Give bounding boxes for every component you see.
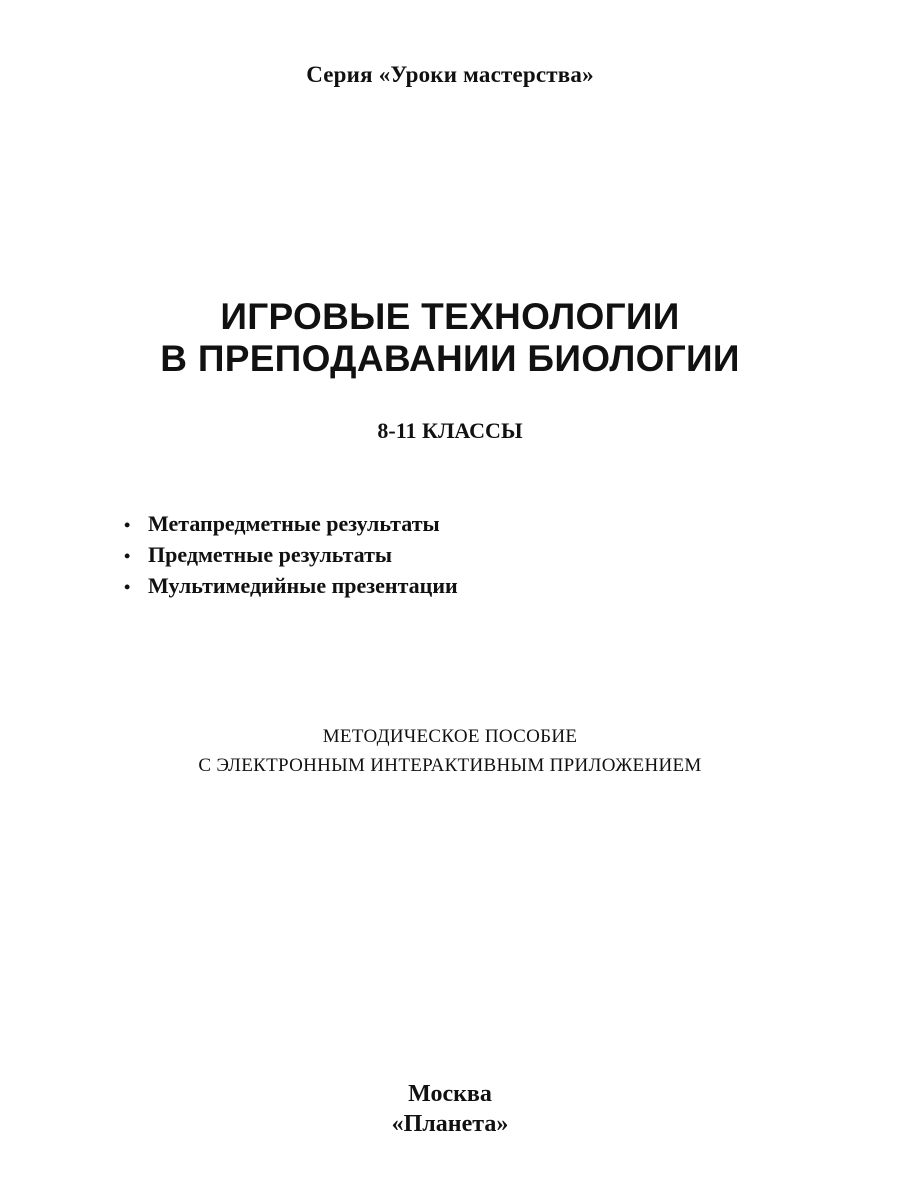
feature-list [124,508,458,601]
publication-genre [0,722,900,780]
feature-label: Мультимедийные презентации [148,573,458,598]
bullet-icon: • [124,546,131,566]
list-item [124,539,458,570]
grade-range: 8-11 КЛАССЫ [377,418,523,443]
feature-label: Метапредметные результаты [148,511,440,536]
list-item [124,508,458,539]
bullet-icon: • [124,577,131,597]
genre-line-1: МЕТОДИЧЕСКОЕ ПОСОБИЕ [322,726,578,747]
series-name: Серия «Уроки мастерства» [306,62,594,87]
list-item [124,570,458,601]
book-title-line-2: В ПРЕПОДАВАНИИ БИОЛОГИИ [160,338,740,379]
bullet-icon: • [124,515,131,535]
feature-label: Предметные результаты [148,542,393,567]
imprint-publisher: «Планета» [391,1111,509,1137]
book-title [0,296,900,380]
imprint [0,1079,900,1139]
genre-line-2: С ЭЛЕКТРОННЫМ ИНТЕРАКТИВНЫМ ПРИЛОЖЕНИЕМ [198,755,702,776]
imprint-city: Москва [408,1081,492,1107]
book-title-line-1: ИГРОВЫЕ ТЕХНОЛОГИИ [220,296,680,337]
